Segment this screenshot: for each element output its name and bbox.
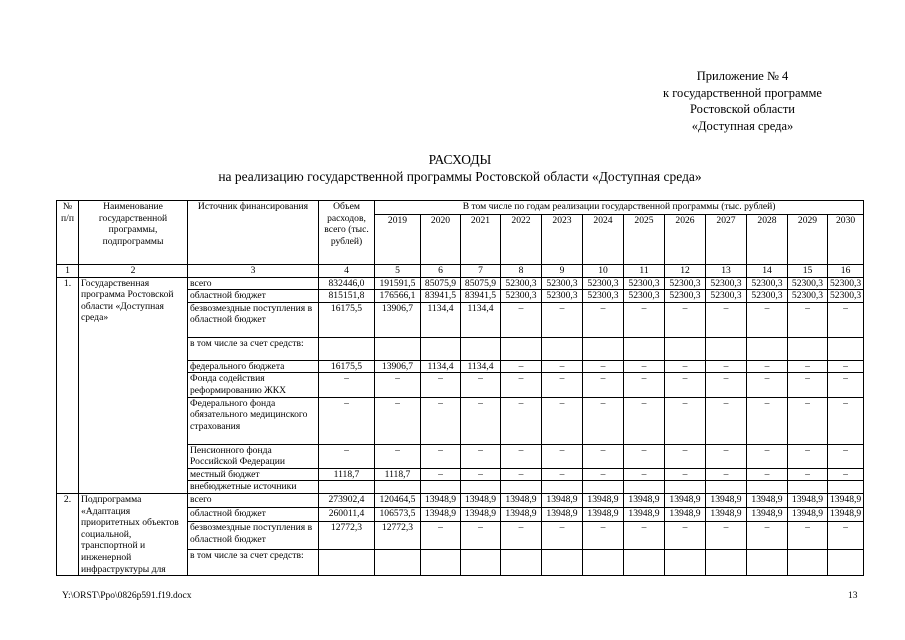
year-value: 52300,3 — [788, 290, 828, 303]
year-value: – — [542, 522, 583, 550]
year-value: 85075,9 — [421, 277, 461, 290]
year-value: – — [583, 397, 624, 444]
year-value: – — [788, 522, 828, 550]
year-value — [624, 481, 665, 494]
column-number: 14 — [747, 265, 788, 278]
total-volume — [319, 550, 375, 576]
year-value: 52300,3 — [665, 290, 706, 303]
header-year: 2022 — [501, 215, 542, 265]
year-value: – — [461, 397, 501, 444]
column-number: 1 — [57, 265, 79, 278]
year-value: 13948,9 — [788, 493, 828, 507]
total-volume: – — [319, 444, 375, 468]
year-value — [828, 481, 864, 494]
year-value: 13948,9 — [501, 508, 542, 522]
funding-source: федерального бюджета — [188, 360, 319, 373]
year-value: – — [828, 373, 864, 397]
year-value — [542, 481, 583, 494]
year-value: – — [624, 444, 665, 468]
year-value: 13948,9 — [542, 508, 583, 522]
year-value: – — [501, 302, 542, 337]
table-row — [57, 277, 864, 290]
year-value: – — [583, 522, 624, 550]
year-value: – — [828, 397, 864, 444]
year-value — [706, 550, 747, 576]
year-value — [747, 481, 788, 494]
year-value: 52300,3 — [624, 277, 665, 290]
year-value: – — [706, 302, 747, 337]
year-value — [583, 337, 624, 360]
year-value: 13948,9 — [747, 493, 788, 507]
year-value: – — [788, 302, 828, 337]
year-value: 83941,5 — [421, 290, 461, 303]
year-value: – — [461, 373, 501, 397]
year-value — [461, 550, 501, 576]
year-value: – — [542, 397, 583, 444]
year-value: 1134,4 — [461, 302, 501, 337]
total-volume: 815151,8 — [319, 290, 375, 303]
total-volume — [319, 481, 375, 494]
year-value: – — [828, 360, 864, 373]
year-value: – — [747, 444, 788, 468]
year-value — [665, 337, 706, 360]
year-value: 1134,4 — [421, 360, 461, 373]
year-value — [624, 337, 665, 360]
column-number: 3 — [188, 265, 319, 278]
year-value: 52300,3 — [828, 290, 864, 303]
year-value: 120464,5 — [375, 493, 421, 507]
funding-source: областной бюджет — [188, 508, 319, 522]
year-value: – — [747, 468, 788, 481]
column-number: 13 — [706, 265, 747, 278]
year-value: 52300,3 — [747, 277, 788, 290]
total-volume: 832446,0 — [319, 277, 375, 290]
funding-source: областной бюджет — [188, 290, 319, 303]
year-value: – — [788, 444, 828, 468]
column-number: 11 — [624, 265, 665, 278]
year-value: – — [624, 397, 665, 444]
year-value: – — [583, 444, 624, 468]
appendix-line: Ростовской области — [690, 102, 795, 116]
year-value: – — [788, 468, 828, 481]
funding-source: безвозмездные поступления в областной бюджет — [188, 522, 319, 550]
year-value: 52300,3 — [706, 290, 747, 303]
column-number: 8 — [501, 265, 542, 278]
year-value: – — [421, 468, 461, 481]
year-value: – — [747, 522, 788, 550]
year-value: – — [461, 522, 501, 550]
year-value: – — [501, 468, 542, 481]
year-value: 13948,9 — [665, 508, 706, 522]
year-value: 13948,9 — [583, 508, 624, 522]
year-value: – — [542, 373, 583, 397]
year-value: 13948,9 — [501, 493, 542, 507]
year-value: – — [542, 360, 583, 373]
year-value: – — [421, 522, 461, 550]
header-year: 2023 — [542, 215, 583, 265]
year-value: 83941,5 — [461, 290, 501, 303]
year-value: – — [706, 522, 747, 550]
footer-page-number: 13 — [848, 591, 858, 601]
year-value: 12772,3 — [375, 522, 421, 550]
year-value: – — [542, 444, 583, 468]
appendix-line: Приложение № 4 — [696, 69, 789, 83]
year-value: – — [828, 302, 864, 337]
year-value: – — [665, 373, 706, 397]
total-volume: – — [319, 397, 375, 444]
year-value: – — [706, 397, 747, 444]
total-volume — [319, 337, 375, 360]
year-value: 13948,9 — [747, 508, 788, 522]
year-value — [747, 337, 788, 360]
year-value: – — [583, 468, 624, 481]
header-year: 2021 — [461, 215, 501, 265]
year-value: 52300,3 — [665, 277, 706, 290]
year-value: 13948,9 — [461, 508, 501, 522]
header-year: 2024 — [583, 215, 624, 265]
year-value: – — [501, 444, 542, 468]
year-value: – — [706, 444, 747, 468]
year-value: – — [665, 360, 706, 373]
funding-source: местный бюджет — [188, 468, 319, 481]
year-value: – — [624, 522, 665, 550]
row-number: 1. — [57, 277, 79, 493]
header-num: № п/п — [57, 201, 79, 265]
year-value: 13948,9 — [706, 508, 747, 522]
year-value: – — [542, 468, 583, 481]
column-number: 10 — [583, 265, 624, 278]
year-value: – — [747, 360, 788, 373]
year-value: 52300,3 — [706, 277, 747, 290]
header-year: 2026 — [665, 215, 706, 265]
year-value: 52300,3 — [583, 290, 624, 303]
year-value: – — [375, 444, 421, 468]
year-value — [501, 481, 542, 494]
total-volume: 16175,5 — [319, 302, 375, 337]
title-line: на реализацию государственной программы Ростовской области «Доступная среда» — [218, 169, 702, 184]
year-value: – — [461, 468, 501, 481]
year-value: 13948,9 — [421, 493, 461, 507]
year-value: – — [747, 373, 788, 397]
year-value: 13948,9 — [665, 493, 706, 507]
year-value: 52300,3 — [501, 290, 542, 303]
header-years-caption: В том числе по годам реализации государственной программы (тыс. рублей) — [375, 201, 864, 215]
funding-source: безвозмездные поступления в областной бюджет — [188, 302, 319, 337]
year-value — [421, 481, 461, 494]
appendix-line: «Доступная среда» — [691, 118, 794, 133]
header-source: Источник финансирования — [188, 201, 319, 265]
year-value: – — [828, 468, 864, 481]
program-name: Подпрограмма «Адаптация приоритетных объектов социальной, транспортной и инженерной инфраструктуры для — [79, 493, 188, 575]
year-value: – — [665, 468, 706, 481]
year-value: – — [706, 373, 747, 397]
year-value — [828, 550, 864, 576]
year-value: – — [583, 373, 624, 397]
year-value — [583, 550, 624, 576]
total-volume: 1118,7 — [319, 468, 375, 481]
year-value: 106573,5 — [375, 508, 421, 522]
year-value: 13948,9 — [828, 493, 864, 507]
funding-source: всего — [188, 493, 319, 507]
funding-source: внебюджетные источники — [188, 481, 319, 494]
column-number: 9 — [542, 265, 583, 278]
year-value — [788, 337, 828, 360]
header-year: 2029 — [788, 215, 828, 265]
title-line: РАСХОДЫ — [428, 152, 492, 167]
year-value: 13948,9 — [421, 508, 461, 522]
column-number: 7 — [461, 265, 501, 278]
funding-source: всего — [188, 277, 319, 290]
column-number: 5 — [375, 265, 421, 278]
year-value: – — [542, 302, 583, 337]
header-year: 2020 — [421, 215, 461, 265]
year-value: – — [788, 397, 828, 444]
year-value: – — [583, 302, 624, 337]
header-year: 2025 — [624, 215, 665, 265]
year-value: – — [624, 468, 665, 481]
year-value: – — [375, 373, 421, 397]
year-value: – — [461, 444, 501, 468]
year-value: – — [665, 302, 706, 337]
year-value: – — [706, 360, 747, 373]
year-value — [747, 550, 788, 576]
program-name: Государственная программа Ростовской области «Доступная среда» — [79, 277, 188, 493]
year-value — [665, 550, 706, 576]
year-value: 1118,7 — [375, 468, 421, 481]
year-value: 52300,3 — [501, 277, 542, 290]
funding-source: в том числе за счет средств: — [188, 337, 319, 360]
document-title — [60, 151, 860, 185]
column-number: 2 — [79, 265, 188, 278]
year-value — [542, 337, 583, 360]
total-volume: 260011,4 — [319, 508, 375, 522]
header-year: 2030 — [828, 215, 864, 265]
year-value: – — [501, 360, 542, 373]
year-value: – — [421, 373, 461, 397]
year-value: – — [706, 468, 747, 481]
year-value: 13948,9 — [706, 493, 747, 507]
year-value: – — [665, 397, 706, 444]
year-value: 13948,9 — [828, 508, 864, 522]
year-value: 52300,3 — [788, 277, 828, 290]
year-value: 13906,7 — [375, 360, 421, 373]
year-value: – — [828, 444, 864, 468]
year-value: – — [624, 302, 665, 337]
year-value — [461, 481, 501, 494]
row-number: 2. — [57, 493, 79, 575]
year-value — [624, 550, 665, 576]
header-volume: Объем расходов, всего (тыс. рублей) — [319, 201, 375, 265]
year-value: 13948,9 — [624, 508, 665, 522]
year-value: – — [375, 397, 421, 444]
total-volume: – — [319, 373, 375, 397]
year-value — [828, 337, 864, 360]
year-value — [421, 337, 461, 360]
year-value: 52300,3 — [583, 277, 624, 290]
year-value: – — [501, 522, 542, 550]
year-value: – — [788, 360, 828, 373]
year-value: 13948,9 — [583, 493, 624, 507]
column-number: 6 — [421, 265, 461, 278]
year-value: 13906,7 — [375, 302, 421, 337]
total-volume: 273902,4 — [319, 493, 375, 507]
year-value: – — [788, 373, 828, 397]
year-value: – — [583, 360, 624, 373]
year-value — [542, 550, 583, 576]
year-value: 52300,3 — [624, 290, 665, 303]
column-number: 4 — [319, 265, 375, 278]
total-volume: 12772,3 — [319, 522, 375, 550]
year-value: 52300,3 — [542, 290, 583, 303]
year-value: 176566,1 — [375, 290, 421, 303]
funding-source: Пенсионного фонда Российской Федерации — [188, 444, 319, 468]
year-value: 13948,9 — [542, 493, 583, 507]
year-value — [375, 481, 421, 494]
funding-source: в том числе за счет средств: — [188, 550, 319, 576]
year-value: 13948,9 — [624, 493, 665, 507]
header-year: 2027 — [706, 215, 747, 265]
column-number: 12 — [665, 265, 706, 278]
appendix-block — [640, 68, 845, 134]
year-value — [501, 550, 542, 576]
year-value: 52300,3 — [828, 277, 864, 290]
year-value — [583, 481, 624, 494]
funding-source: Федерального фонда обязательного медицинского страхования — [188, 397, 319, 444]
table-row — [57, 493, 864, 507]
header-year: 2028 — [747, 215, 788, 265]
year-value — [421, 550, 461, 576]
year-value: – — [624, 360, 665, 373]
year-value — [665, 481, 706, 494]
year-value: 52300,3 — [542, 277, 583, 290]
year-value: – — [828, 522, 864, 550]
year-value: – — [747, 397, 788, 444]
total-volume: 16175,5 — [319, 360, 375, 373]
year-value: 1134,4 — [421, 302, 461, 337]
expenses-table-wrapper — [56, 200, 862, 576]
year-value — [461, 337, 501, 360]
year-value: – — [501, 373, 542, 397]
expenses-table — [56, 200, 864, 576]
year-value: – — [421, 444, 461, 468]
year-value: 191591,5 — [375, 277, 421, 290]
year-value — [788, 481, 828, 494]
year-value — [375, 337, 421, 360]
year-value — [501, 337, 542, 360]
year-value: – — [665, 444, 706, 468]
footer-file-path: Y:\ORST\Ppo\0826p591.f19.docx — [62, 591, 192, 601]
column-number: 15 — [788, 265, 828, 278]
year-value: 1134,4 — [461, 360, 501, 373]
year-value — [375, 550, 421, 576]
year-value — [788, 550, 828, 576]
year-value: – — [421, 397, 461, 444]
year-value: 52300,3 — [747, 290, 788, 303]
year-value — [706, 481, 747, 494]
funding-source: Фонда содействия реформированию ЖКХ — [188, 373, 319, 397]
column-number: 16 — [828, 265, 864, 278]
year-value: – — [501, 397, 542, 444]
year-value — [706, 337, 747, 360]
header-name: Наименование государственной программы, подпрограммы — [79, 201, 188, 265]
year-value: – — [747, 302, 788, 337]
header-year: 2019 — [375, 215, 421, 265]
year-value: – — [624, 373, 665, 397]
year-value: 85075,9 — [461, 277, 501, 290]
year-value: 13948,9 — [461, 493, 501, 507]
year-value: 13948,9 — [788, 508, 828, 522]
appendix-line: к государственной программе — [663, 85, 822, 100]
year-value: – — [665, 522, 706, 550]
